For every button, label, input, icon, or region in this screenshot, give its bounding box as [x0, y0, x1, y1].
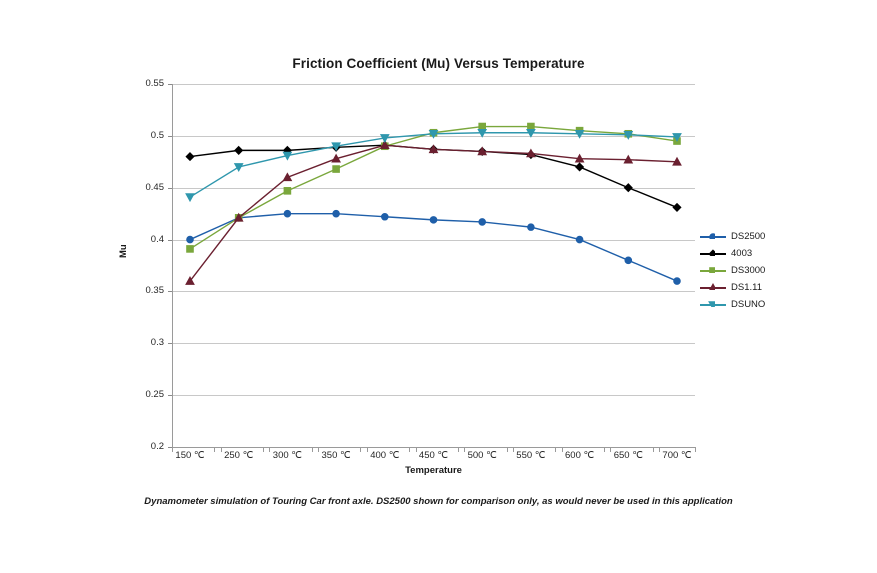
data-point — [576, 163, 584, 171]
x-tick-label: 150 ℃ — [175, 450, 205, 461]
y-tick-label: 0.2 — [150, 441, 164, 452]
x-axis-title: Temperature — [405, 465, 462, 476]
legend-label: 4003 — [731, 248, 753, 259]
data-point — [186, 153, 194, 161]
data-point — [284, 187, 291, 194]
legend-item-ds1-11[interactable] — [700, 279, 830, 296]
y-tick-label: 0.55 — [145, 78, 164, 89]
data-point — [430, 216, 437, 223]
data-point — [479, 219, 486, 226]
series-line-dsuno — [190, 133, 677, 197]
legend-item-ds2500[interactable] — [700, 228, 830, 245]
data-point — [528, 224, 535, 231]
series-line-ds2500 — [190, 214, 677, 281]
x-tick-label: 350 ℃ — [321, 450, 351, 461]
data-point — [235, 146, 243, 154]
legend — [700, 228, 830, 313]
data-point — [187, 236, 194, 243]
data-point — [187, 246, 194, 253]
x-tick-label: 450 ℃ — [418, 450, 449, 461]
legend-swatch — [700, 282, 726, 293]
x-tick-label: 650 ℃ — [613, 450, 643, 461]
x-tick-label: 250 ℃ — [224, 450, 254, 461]
legend-swatch — [700, 231, 726, 242]
x-tick-label: 700 ℃ — [662, 450, 692, 461]
data-point — [381, 213, 388, 220]
x-tick-label: 400 ℃ — [370, 450, 400, 461]
data-point — [479, 123, 486, 130]
data-point — [624, 184, 632, 192]
data-point — [333, 166, 340, 173]
legend-label: DS1.11 — [731, 282, 762, 293]
data-point — [673, 203, 681, 211]
y-tick-label: 0.3 — [150, 337, 164, 349]
legend-label: DS2500 — [731, 231, 766, 242]
y-tick-label: 0.45 — [145, 181, 164, 193]
data-point — [235, 164, 243, 172]
legend-item-ds3000[interactable] — [700, 262, 830, 279]
legend-label: DSUNO — [731, 299, 766, 310]
chart-title: Friction Coefficient (Mu) Versus Temperature — [292, 56, 585, 71]
chart-footnote: Dynamometer simulation of Touring Car front axle. DS2500 shown for comparison only, as would never be used in this application — [144, 496, 733, 507]
x-tick-label: 500 ℃ — [467, 450, 497, 461]
data-point — [284, 210, 291, 217]
legend-swatch — [700, 248, 726, 259]
legend-swatch — [700, 299, 726, 310]
data-point — [625, 257, 632, 264]
data-point — [576, 236, 583, 243]
y-tick-label: 0.4 — [150, 233, 164, 245]
data-point — [674, 278, 681, 285]
x-tick-label: 600 ℃ — [565, 450, 595, 461]
legend-label: DS3000 — [731, 265, 766, 276]
legend-item-4003[interactable] — [700, 245, 830, 262]
y-axis-title: Mu — [118, 244, 129, 258]
series-line-ds1-11 — [190, 145, 677, 281]
y-tick-label: 0.35 — [145, 285, 164, 297]
x-tick-label: 300 ℃ — [272, 450, 302, 461]
legend-swatch — [700, 265, 726, 276]
data-point — [333, 210, 340, 217]
data-point — [528, 123, 535, 130]
y-tick-label: 0.25 — [145, 389, 164, 401]
y-tick-label: 0.5 — [150, 129, 164, 141]
x-tick-label: 550 ℃ — [516, 450, 546, 461]
legend-item-dsuno[interactable] — [700, 296, 830, 313]
data-point — [186, 194, 194, 202]
